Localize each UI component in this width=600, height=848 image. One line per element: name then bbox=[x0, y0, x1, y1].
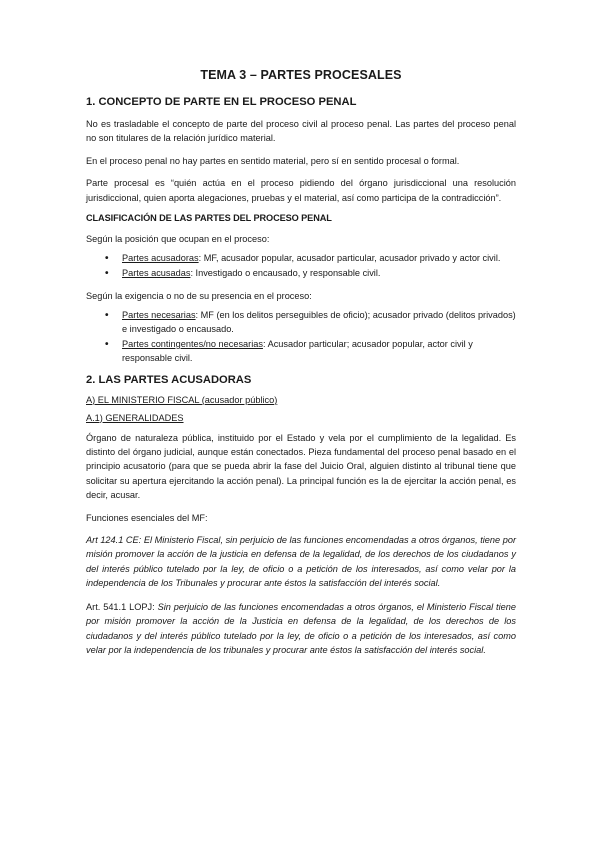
list-item-label: Partes acusadas bbox=[122, 268, 191, 279]
list-item bbox=[122, 267, 516, 281]
document-title: TEMA 3 – PARTES PROCESALES bbox=[200, 68, 402, 82]
quote-ref: Art. 541.1 LOPJ: bbox=[86, 601, 158, 612]
list-item bbox=[122, 252, 516, 266]
posicion-list bbox=[86, 252, 516, 281]
quote-art-124-ce bbox=[86, 533, 516, 591]
list-item bbox=[122, 338, 516, 366]
paragraph: En el proceso penal no hay partes en sentido material, pero sí en sentido procesal o formal. bbox=[86, 155, 460, 166]
paragraph: Según la posición que ocupan en el proceso: bbox=[86, 234, 270, 245]
list-item-text: : Investigado o encausado, y responsable civil. bbox=[190, 268, 381, 279]
list-item-label: Partes acusadoras bbox=[122, 253, 199, 264]
clasificacion-heading: CLASIFICACIÓN DE LAS PARTES DEL PROCESO PENAL bbox=[86, 213, 332, 224]
paragraph: Parte procesal es “quién actúa en el proceso pidiendo del órgano jurisdiccional una resolución jurisdiccional, quien aporta alegaciones, pruebas y el material, así como participa de la contradicción”. bbox=[86, 178, 516, 203]
quote-text: Sin perjuicio de las funciones encomendadas a otros órganos, el Ministerio Fiscal tiene por misión promover la acción de la Justicia en defensa de la legalidad, de los derechos de los ciudadanos y del interés público tutelado por la ley, de oficio o a petición de los interesados, así como velar por la independencia de los tribunales y procurar ante éstos la satisfacción del interés social. bbox=[86, 601, 516, 655]
paragraph: Órgano de naturaleza pública, instituido por el Estado y vela por el cumplimiento de la legalidad. Es distinto del órgano judicial, aunque están conectados. Pieza fundamental del proceso penal basado en el principio acusatorio (para que se pueda abrir la fase del Juicio Oral, alguien distinto al tribunal tiene que solicitar su apertura ejercitando la acción penal). La principal función es la de ejercitar la acción penal, es decir, acusar. bbox=[86, 432, 516, 501]
paragraph: Funciones esenciales del MF: bbox=[86, 512, 208, 523]
paragraph: Según la exigencia o no de su presencia en el proceso: bbox=[86, 291, 312, 302]
list-item-label: Partes contingentes/no necesarias bbox=[122, 339, 263, 350]
list-item-text: : Acusador particular; acusador popular, actor civil y responsable civil. bbox=[122, 339, 473, 363]
exigencia-list bbox=[86, 309, 516, 365]
subheading-ministerio-fiscal: A) EL MINISTERIO FISCAL (acusador público) bbox=[86, 394, 278, 405]
paragraph: No es trasladable el concepto de parte del proceso civil al proceso penal. Las partes del proceso penal no son titulares de la relación jurídico material. bbox=[86, 119, 516, 144]
list-item-text: : MF, acusador popular, acusador particular, acusador privado y actor civil. bbox=[198, 253, 501, 264]
list-item-label: Partes necesarias bbox=[122, 310, 196, 321]
quote-art-541-lopj bbox=[86, 600, 516, 658]
quote-ref: Art 124.1 CE: bbox=[86, 535, 144, 546]
subheading-generalidades: A.1) GENERALIDADES bbox=[86, 412, 184, 423]
list-item bbox=[122, 309, 516, 337]
section-2-heading: 2. LAS PARTES ACUSADORAS bbox=[86, 373, 252, 386]
document-page bbox=[86, 68, 516, 666]
quote-text: El Ministerio Fiscal, sin perjuicio de las funciones encomendadas a otros órganos, tiene por misión promover la acción de la justicia en defensa de la legalidad, de los derechos de los ciudadanos y del interés público tutelado por la ley, de oficio o a petición de los interesados, así como velar por la independencia de los Tribunales y procurar ante éstos la satisfacción del interés social. bbox=[86, 535, 516, 589]
section-1-heading: 1. CONCEPTO DE PARTE EN EL PROCESO PENAL bbox=[86, 96, 357, 108]
list-item-text: : MF (en los delitos perseguibles de oficio); acusador privado (delitos privados) e investigado o encausado. bbox=[122, 310, 516, 335]
